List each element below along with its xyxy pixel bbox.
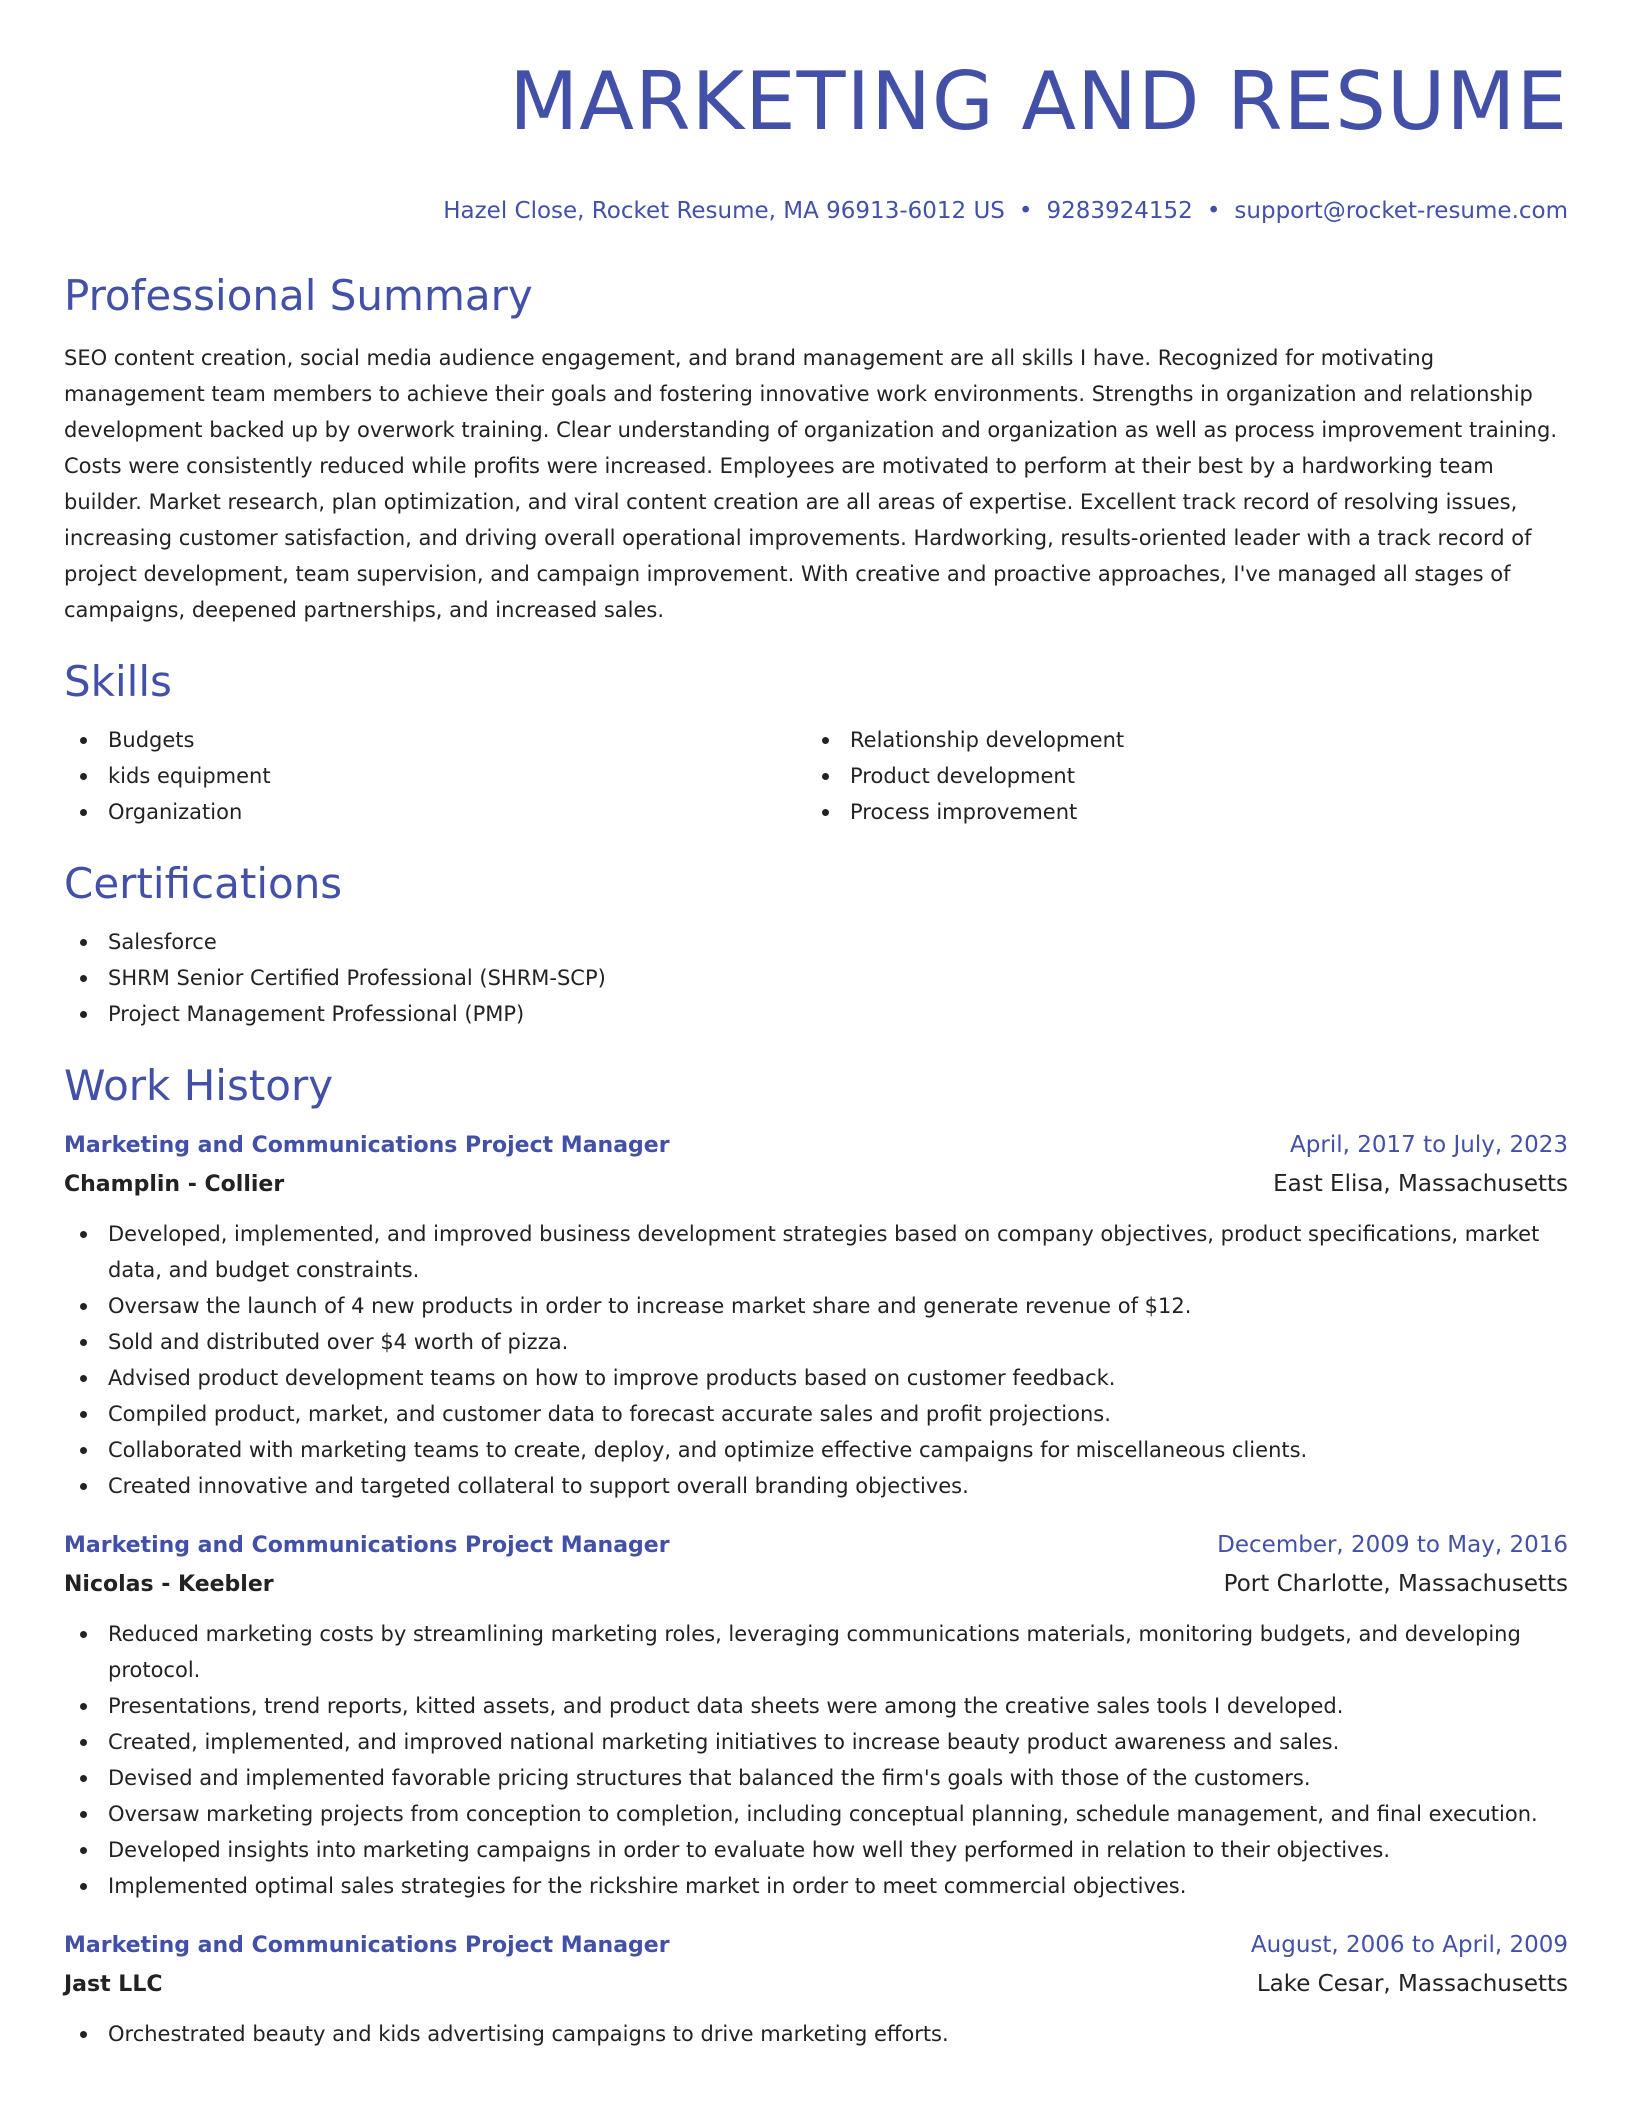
job-location: East Elisa, Massachusetts [1273, 1171, 1568, 1197]
section-title-summary: Professional Summary [64, 271, 533, 320]
job-bullet: Sold and distributed over $4 worth of pizza. [64, 1324, 1568, 1360]
job-company: Nicolas - Keebler [64, 1572, 274, 1597]
job-bullet: Reduced marketing costs by streamlining marketing roles, leveraging communications materials, monitoring budgets, and developing protocol. [64, 1616, 1568, 1688]
job-title: Marketing and Communications Project Manager [64, 1133, 670, 1158]
job-bullet: Oversaw marketing projects from conception to completion, including conceptual planning, schedule management, and final execution. [64, 1796, 1568, 1832]
job-bullet: Developed insights into marketing campaigns in order to evaluate how well they performed in relation to their objectives. [64, 1832, 1568, 1868]
job-location: Lake Cesar, Massachusetts [1256, 1971, 1568, 1997]
job-bullet: Collaborated with marketing teams to create, deploy, and optimize effective campaigns for miscellaneous clients. [64, 1432, 1568, 1468]
job-header [64, 1126, 1568, 1165]
job-title: Marketing and Communications Project Manager [64, 1933, 670, 1958]
certification-item: Salesforce [64, 924, 1568, 960]
skills-grid [64, 722, 1568, 830]
job-subheader [64, 1165, 1568, 1204]
job-bullets [64, 2016, 1568, 2052]
summary-text: SEO content creation, social media audience engagement, and brand management are all skills I have. Recognized for motivating management team members to achieve their goals and fostering innovative work environments. Strengths in organization and relationship development backed up by overwork training. Clear understanding of organization and organization as well as process improvement training. Costs were consistently reduced while profits were increased. Employees are motivated to perform at their best by a hardworking team builder. Market research, plan optimization, and viral content creation are all areas of expertise. Excellent track record of resolving issues, increasing customer satisfaction, and driving overall operational improvements. Hardworking, results-oriented leader with a track record of project development, team supervision, and campaign improvement. With creative and proactive approaches, I've managed all stages of campaigns, deepened partnerships, and increased sales. [64, 346, 1557, 622]
job-bullet: Presentations, trend reports, kitted assets, and product data sheets were among the creative sales tools I developed. [64, 1688, 1568, 1724]
job-dates: April, 2017 to July, 2023 [1290, 1132, 1568, 1158]
job-bullets [64, 1216, 1568, 1504]
section-title-certifications: Certifications [64, 859, 343, 908]
job-header [64, 1526, 1568, 1565]
job-bullet: Devised and implemented favorable pricing structures that balanced the firm's goals with those of the customers. [64, 1760, 1568, 1796]
job-company: Champlin - Collier [64, 1172, 285, 1197]
job-dates: December, 2009 to May, 2016 [1217, 1532, 1568, 1558]
skills-column-right [806, 722, 1548, 830]
job-bullet: Developed, implemented, and improved business development strategies based on company objectives, product specifications, market data, and budget constraints. [64, 1216, 1568, 1288]
job-bullet: Oversaw the launch of 4 new products in order to increase market share and generate revenue of $12. [64, 1288, 1568, 1324]
job-bullet: Created innovative and targeted collateral to support overall branding objectives. [64, 1468, 1568, 1504]
job-location: Port Charlotte, Massachusetts [1223, 1571, 1568, 1597]
skill-item: Relationship development [806, 722, 1548, 758]
job-bullet: Created, implemented, and improved national marketing initiatives to increase beauty product awareness and sales. [64, 1724, 1568, 1760]
job-header [64, 1926, 1568, 1965]
contact-phone: 9283924152 [1046, 198, 1193, 224]
skills-column-left [64, 722, 806, 830]
job-company: Jast LLC [64, 1972, 163, 1997]
skill-item: kids equipment [64, 758, 806, 794]
job-subheader [64, 1965, 1568, 2004]
section-title-skills: Skills [64, 657, 172, 706]
job-dates: August, 2006 to April, 2009 [1250, 1932, 1568, 1958]
skill-item: Budgets [64, 722, 806, 758]
contact-address: Hazel Close, Rocket Resume, MA 96913-6012 US [443, 198, 1005, 224]
job-entry [64, 1126, 1568, 1504]
job-bullet: Compiled product, market, and customer data to forecast accurate sales and profit projections. [64, 1396, 1568, 1432]
job-bullet: Orchestrated beauty and kids advertising campaigns to drive marketing efforts. [64, 2016, 1568, 2052]
skill-item: Organization [64, 794, 806, 830]
contact-email[interactable]: support@rocket-resume.com [1234, 198, 1568, 224]
section-title-work-history: Work History [64, 1061, 334, 1110]
skill-item: Product development [806, 758, 1548, 794]
job-title: Marketing and Communications Project Manager [64, 1533, 670, 1558]
skill-item: Process improvement [806, 794, 1548, 830]
job-subheader [64, 1565, 1568, 1604]
certification-list [64, 924, 1568, 1032]
job-bullet: Advised product development teams on how to improve products based on customer feedback. [64, 1360, 1568, 1396]
contact-separator: • [1206, 198, 1221, 224]
certification-item: Project Management Professional (PMP) [64, 996, 1568, 1032]
job-entry [64, 1526, 1568, 1904]
contact-separator: • [1018, 198, 1033, 224]
contact-line [64, 196, 1568, 226]
job-bullet: Implemented optimal sales strategies for the rickshire market in order to meet commercial objectives. [64, 1868, 1568, 1904]
job-entry [64, 1926, 1568, 2052]
resume-name: MARKETING AND RESUME [509, 55, 1568, 148]
job-bullets [64, 1616, 1568, 1904]
certification-item: SHRM Senior Certified Professional (SHRM-SCP) [64, 960, 1568, 996]
